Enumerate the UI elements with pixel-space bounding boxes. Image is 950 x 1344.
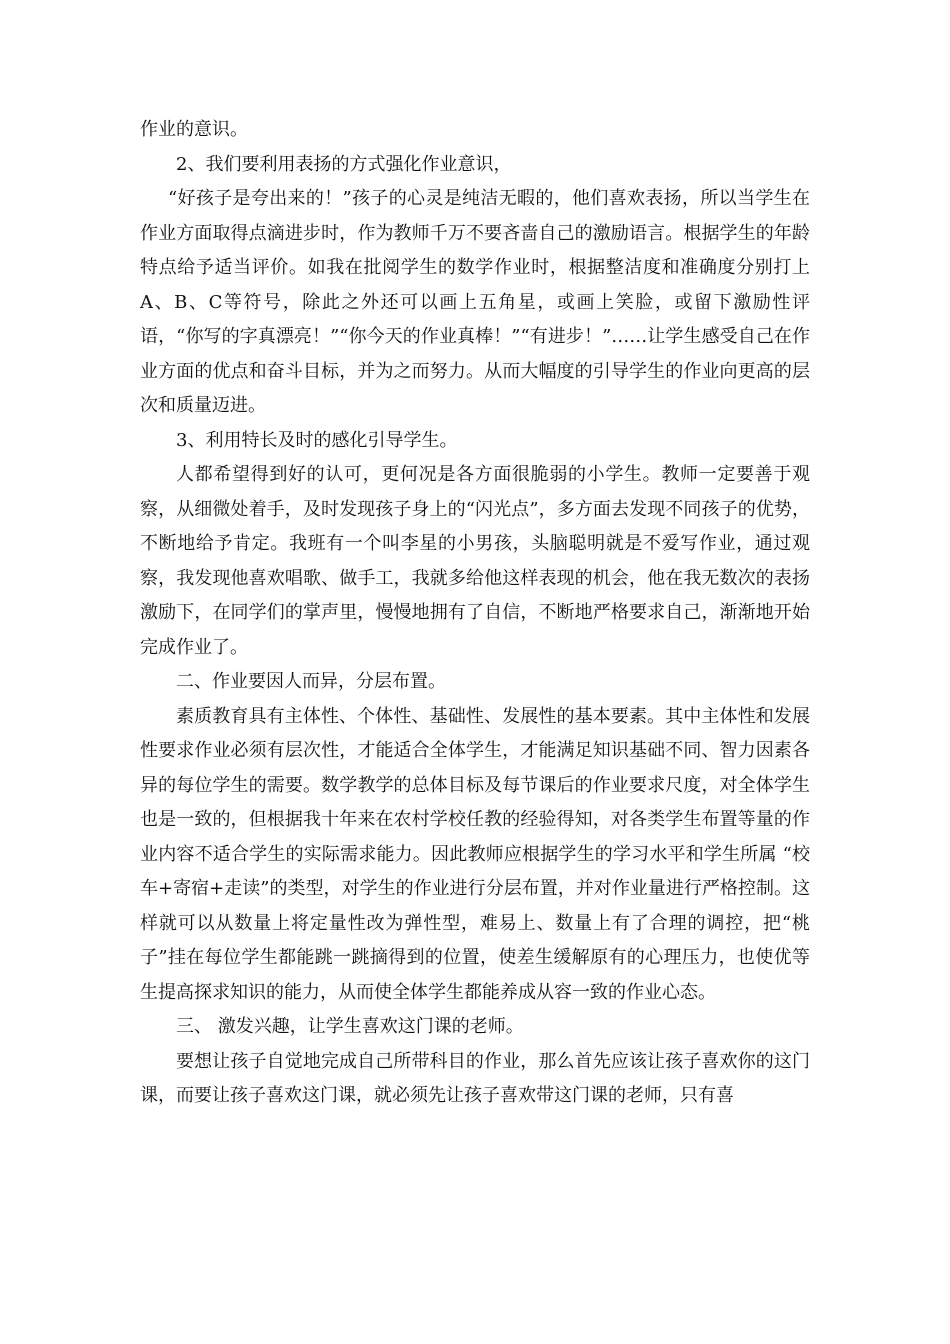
heading-layered-homework: 二、作业要因人而异，分层布置。 (176, 671, 446, 692)
paragraph-strengths: 人都希望得到好的认可，更何况是各方面很脆弱的小学生。教师一定要善于观察，从细微处着手，及时发现孩子身上的“闪光点”，多方面去发现不同孩子的优势，不断地给予肯定。我班有一个叫李星的小男孩，头脑聪明就是不爱写作业，通过观察，我发现他喜欢唱歌、做手工，我就多给他这样表现的机会，他在我无数次的表扬激励下，在同学们的掌声里，慢慢地拥有了自信，不断地严格要求自己，渐渐地开始完成作业了。 (140, 464, 810, 658)
paragraph-layered-homework: 素质教育具有主体性、个体性、基础性、发展性的基本要素。其中主体性和发展性要求作业必须有层次性，才能适合全体学生，才能满足知识基础不同、智力因素各异的每位学生的需要。数学教学的总体目标及每节课后的作业要求尺度，对全体学生也是一致的，但根据我十年来在农村学校任教的经验得知，对各类学生布置等量的作业内容不适合学生的实际需求能力。因此教师应根据学生的学习水平和学生所属 “校车+寄宿+走读”的类型，对学生的作业进行分层布置，并对作业量进行严格控制。这样就可以从数量上将定量性改为弹性型，难易上、数量上有了合理的调控，把“桃子”挂在每位学生都能跳一跳摘得到的位置，使差生缓解原有的心理压力，也使优等生提高探求知识的能力，从而使全体学生都能养成从容一致的作业心态。 (140, 705, 810, 1003)
subheading-praise-method: 2、我们要利用表扬的方式强化作业意识， (176, 153, 512, 175)
subheading-strengths: 3、利用特长及时的感化引导学生。 (176, 429, 458, 451)
paragraph-continuation: 作业的意识。 (140, 119, 248, 140)
paragraph-interest: 要想让孩子自觉地完成自己所带科目的作业，那么首先应该让孩子喜欢你的这门课，而要让孩子喜欢这门课，就必须先让孩子喜欢带这门课的老师，只有喜 (140, 1050, 810, 1106)
paragraph-praise: “好孩子是夸出来的！”孩子的心灵是纯洁无暇的，他们喜欢表扬，所以当学生在作业方面取得点滴进步时，作为教师千万不要吝啬自己的激励语言。根据学生的年龄特点给予适当评价。如我在批阅学生的数学作业时，根据整洁度和准确度分别打上A、B、C等符号，除此之外还可以画上五角星，或画上笑脸，或留下激励性评语，“你写的字真漂亮！”“你今天的作业真棒！”“有进步！”……让学生感受自己在作业方面的优点和奋斗目标，并为之而努力。从而大幅度的引导学生的作业向更高的层次和质量迈进。 (140, 188, 810, 416)
heading-interest: 三、 激发兴趣，让学生喜欢这门课的老师。 (176, 1016, 524, 1037)
document-page (140, 113, 810, 1114)
